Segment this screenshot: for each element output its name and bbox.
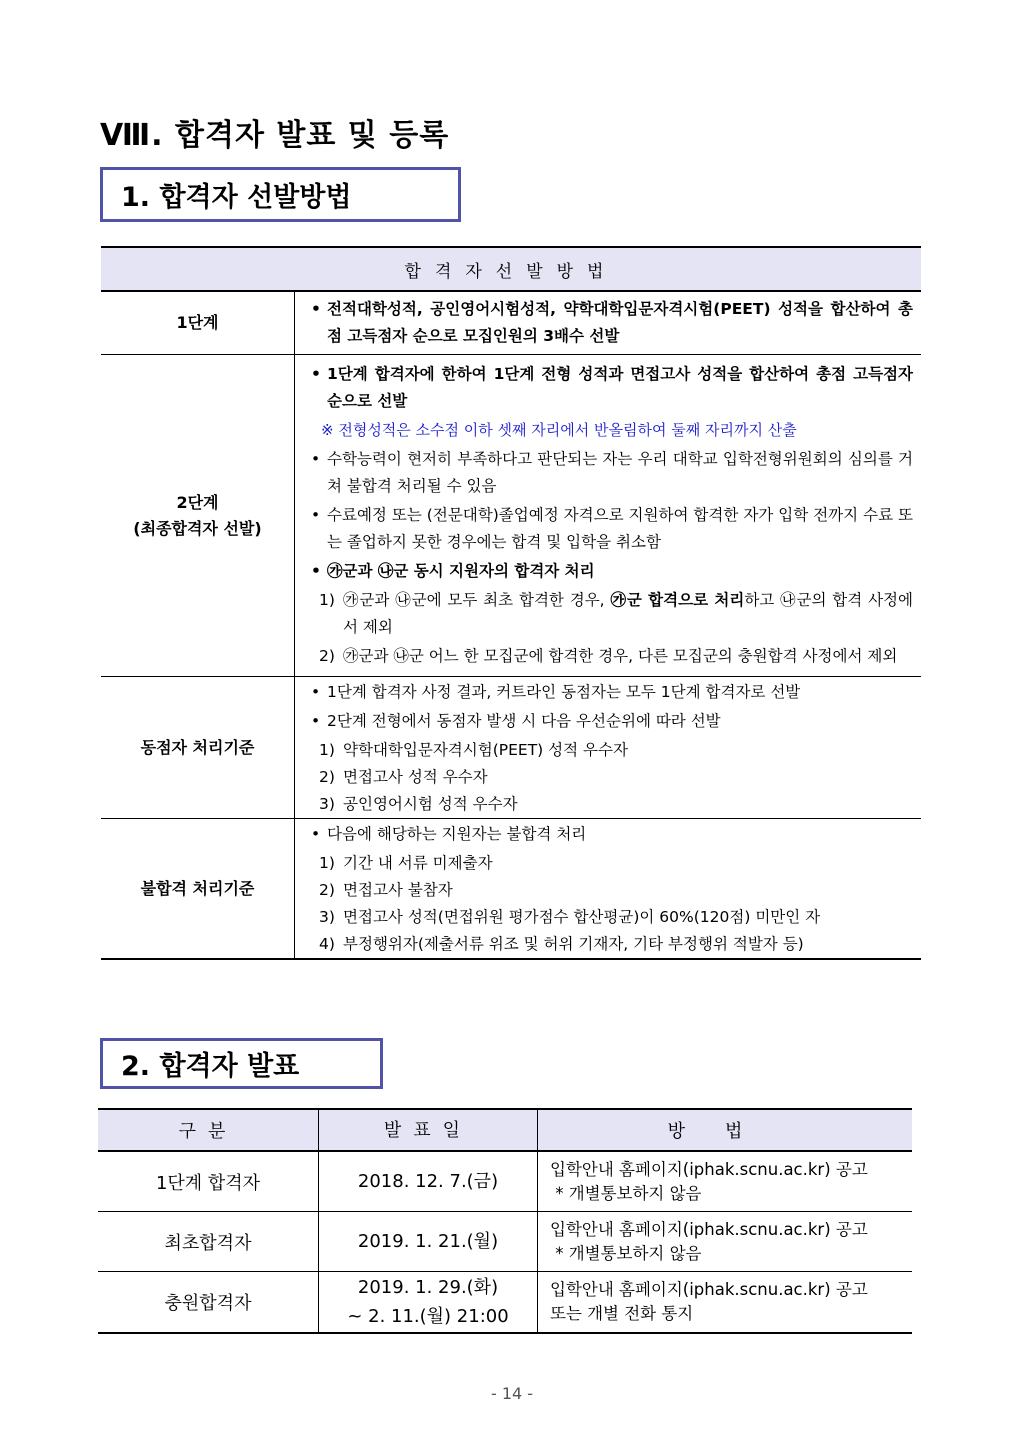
row-label <box>101 355 295 677</box>
row-type: 충원합격자 <box>98 1272 319 1334</box>
numbered-text: 약학대학입문자격시험(PEET) 성적 우수자 <box>343 741 628 759</box>
section-1-title: 1. 합격자 선발방법 <box>100 167 461 222</box>
method-line: * 개별통보하지 않음 <box>550 1183 702 1203</box>
page-number: - 14 - <box>490 1384 534 1403</box>
bullet-text: 수학능력이 현저히 부족하다고 판단되는 자는 우리 대학교 입학전형위원회의 심의를 거쳐 불합격 처리될 수 있음 <box>327 450 913 495</box>
date-line: 2019. 1. 29.(화) <box>357 1277 499 1298</box>
date-line: ~ 2. 11.(월) 21:00 <box>347 1306 509 1327</box>
table-header: 합격자선발방법 <box>101 247 921 291</box>
header-category: 구분 <box>98 1109 319 1151</box>
numbered-text: ㉮군과 ㉯군 어느 한 모집군에 합격한 경우, 다른 모집군의 충원합격 사정에서 제외 <box>343 647 898 665</box>
row-type: 최초합격자 <box>98 1212 319 1272</box>
row-label-line: 2단계 <box>176 492 219 512</box>
item-number: 1) <box>319 591 335 609</box>
item-number: 2) <box>319 647 335 665</box>
header-method: 방법 <box>538 1109 913 1151</box>
table-row <box>98 1151 912 1212</box>
selection-method-table <box>101 246 921 960</box>
row-label: 불합격 처리기준 <box>101 819 295 960</box>
numbered-text: ㉮군과 ㉯군에 모두 최초 합격한 경우, ㉮군 합격으로 처리하고 ㉯군의 합격 사정에서 제외 <box>343 591 914 636</box>
row-label: 동점자 처리기준 <box>101 677 295 819</box>
numbered-text: 공인영어시험 성적 우수자 <box>343 795 518 813</box>
numbered-text: 면접고사 성적 우수자 <box>343 768 488 786</box>
row-date: 2018. 12. 7.(금) <box>319 1151 538 1212</box>
row-method <box>538 1212 913 1272</box>
method-line: 입학안내 홈페이지(iphak.scnu.ac.kr) 공고 <box>550 1280 868 1299</box>
row-type: 1단계 합격자 <box>98 1151 319 1212</box>
item-number: 1) <box>319 854 335 872</box>
table-row: 동점자 처리기준 • 1단계 합격자 사정 결과, 커트라인 동점자는 모두 1단계 합격자로 선발 • 2단계 전형에서 동점자 발생 시 다음 우선순위에 따라 선발 1) 약학대학입문자격시험(PEET) 성적 우수자 2) 면접고사 성적 우수자 3) 공인영어시험 성적 우수자 <box>101 677 921 819</box>
note-text: ※ 전형성적은 소수점 이하 셋째 자리에서 반올림하여 둘째 자리까지 산출 <box>321 421 797 439</box>
item-number: 3) <box>319 908 335 926</box>
item-number: 3) <box>319 795 335 813</box>
method-line: 또는 개별 전화 통지 <box>550 1304 694 1323</box>
method-line: * 개별통보하지 않음 <box>550 1243 702 1263</box>
bullet-text: 1단계 합격자 사정 결과, 커트라인 동점자는 모두 1단계 합격자로 선발 <box>327 683 801 701</box>
table-row <box>98 1212 912 1272</box>
row-date <box>319 1272 538 1334</box>
section-2-title: 2. 합격자 발표 <box>100 1038 383 1089</box>
table-row: 1단계 • 전적대학성적, 공인영어시험성적, 약학대학입문자격시험(PEET) 성적을 합산하여 총점 고득점자 순으로 모집인원의 3배수 선발 <box>101 291 921 355</box>
table-row <box>98 1272 912 1334</box>
item-number: 2) <box>319 881 335 899</box>
header-date: 발표일 <box>319 1109 538 1151</box>
item-number: 2) <box>319 768 335 786</box>
bullet-text: 1단계 합격자에 한하여 1단계 전형 성적과 면접고사 성적을 합산하여 총점 고득점자 순으로 선발 <box>327 365 913 410</box>
numbered-text: 면접고사 성적(면접위원 평가점수 합산평균)이 60%(120점) 미만인 자 <box>343 908 821 926</box>
numbered-text: 기간 내 서류 미제출자 <box>343 854 493 872</box>
item-number: 1) <box>319 741 335 759</box>
method-line: 입학안내 홈페이지(iphak.scnu.ac.kr) 공고 <box>550 1219 868 1239</box>
item-number: 4) <box>319 935 335 953</box>
announcement-table <box>98 1108 912 1334</box>
bullet-text: ㉮군과 ㉯군 동시 지원자의 합격자 처리 <box>327 562 595 580</box>
bullet-text: 수료예정 또는 (전문대학)졸업예정 자격으로 지원하여 합격한 자가 입학 전까지 수료 또는 졸업하지 못한 경우에는 합격 및 입학을 취소함 <box>327 506 913 551</box>
bullet-text: 전적대학성적, 공인영어시험성적, 약학대학입문자격시험(PEET) 성적을 합산하여 총점 고득점자 순으로 모집인원의 3배수 선발 <box>327 300 913 345</box>
row-method <box>538 1151 913 1212</box>
row-label-line: (최종합격자 선발) <box>133 518 262 538</box>
method-line: 입학안내 홈페이지(iphak.scnu.ac.kr) 공고 <box>550 1159 868 1179</box>
bullet-text: 2단계 전형에서 동점자 발생 시 다음 우선순위에 따라 선발 <box>327 712 721 730</box>
table-row: 2단계 (최종합격자 선발) • 1단계 합격자에 한하여 1단계 전형 성적과 면접고사 성적을 합산하여 총점 고득점자 순으로 선발 ※ 전형성적은 소수점 이하 셋째 자리에서 반올림하여 둘째 자리까지 산출 • 수학능력이 현저히 부족하다고 판단되는 자는 우리 대학교 입학전형위원회의 심의를 거쳐 불합격 처리될 수 있음 • 수료예정 또는 (전문대학)졸업예정 자격으로 지원하여 합격한 자가 입학 전까지 수료 또는 졸업하지 못한 경우에는 합격 및 입학을 취소함 • ㉮군과 ㉯군 동시 지원자의 합격자 처리 1) ㉮군과 ㉯군에 모두 최초 합격한 경우, ㉮군 합격으로 처리하고 ㉯군의 합격 사정에서 제외 2) ㉮군과 ㉯군 어느 한 모집군에 합격한 경우, 다른 모집군의 충원합격 사정에서 제외 <box>101 355 921 677</box>
row-method <box>538 1272 913 1334</box>
bullet-text: 다음에 해당하는 지원자는 불합격 처리 <box>327 825 587 843</box>
chapter-title: Ⅷ. 합격자 발표 및 등록 <box>100 118 450 153</box>
numbered-text: 부정행위자(제출서류 위조 및 허위 기재자, 기타 부정행위 적발자 등) <box>343 935 804 953</box>
row-date: 2019. 1. 21.(월) <box>319 1212 538 1272</box>
table-row: 불합격 처리기준 • 다음에 해당하는 지원자는 불합격 처리 1) 기간 내 서류 미제출자 2) 면접고사 불참자 3) 면접고사 성적(면접위원 평가점수 합산평균)이 60%(120점) 미만인 자 4) 부정행위자(제출서류 위조 및 허위 기재자, 기타 부정행위 적발자 등) <box>101 819 921 960</box>
row-label: 1단계 <box>101 291 295 355</box>
numbered-text: 면접고사 불참자 <box>343 881 453 899</box>
